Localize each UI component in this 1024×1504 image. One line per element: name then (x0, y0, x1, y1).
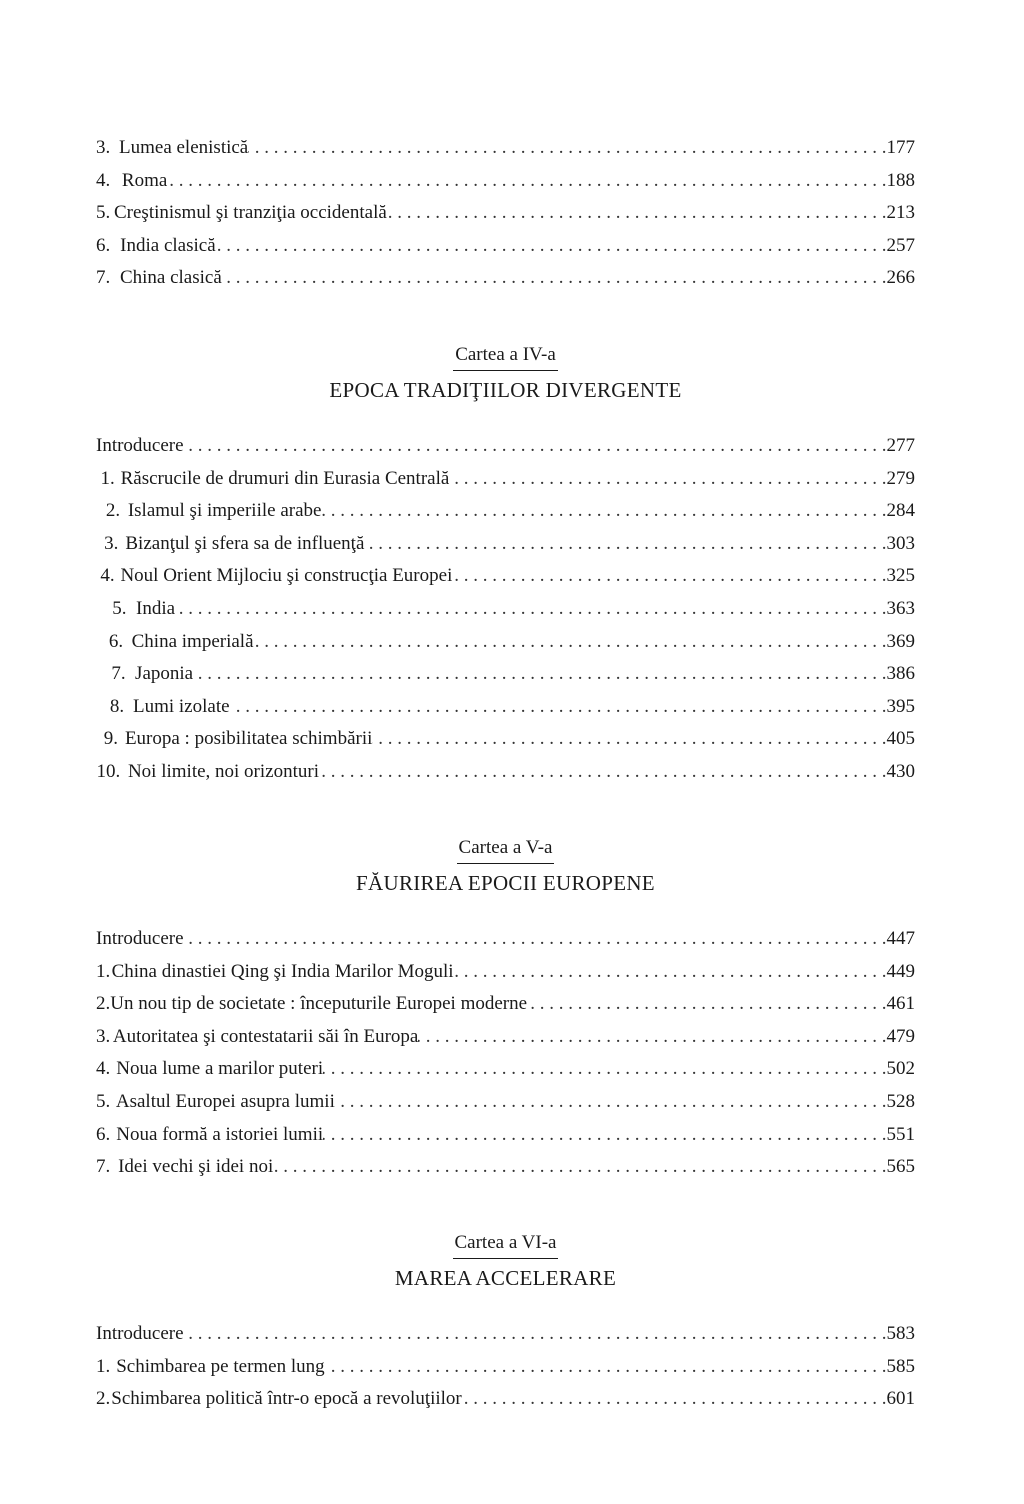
entry-page: 528 (886, 1090, 915, 1112)
entry-number: 6. (108, 630, 124, 652)
dot-leader (462, 1383, 887, 1416)
entry-number: 2. (105, 500, 121, 522)
entry-page: 266 (886, 267, 915, 289)
book-number: Cartea a IV-a (453, 342, 558, 371)
entry-page: 447 (886, 928, 915, 949)
dot-leader (184, 1318, 887, 1351)
dot-leader (184, 923, 887, 956)
dot-leader (452, 560, 886, 593)
dot-leader (372, 723, 886, 756)
toc-entry[interactable] (96, 626, 915, 659)
entry-page: 449 (886, 960, 915, 982)
dot-leader (454, 956, 887, 989)
entry-title: Asaltul Europei asupra lumii (115, 1090, 335, 1112)
entry-number: 7. (96, 1156, 111, 1178)
entry-page: 479 (886, 1025, 915, 1047)
dot-leader (323, 1053, 886, 1086)
entry-number: 6. (96, 234, 111, 256)
entry-number: 7. (111, 663, 126, 685)
entry-page: 213 (886, 202, 915, 224)
toc-entries (96, 1318, 915, 1416)
dot-leader (418, 1021, 886, 1054)
entry-number: 3. (104, 532, 119, 554)
entry-title: Răscrucile de drumuri din Eurasia Centrală (120, 467, 450, 489)
toc-entry[interactable] (96, 1151, 915, 1184)
dot-leader (325, 1351, 887, 1384)
toc-entry[interactable] (96, 430, 915, 463)
entry-number: 5. (112, 597, 127, 619)
dot-leader (167, 165, 886, 198)
entry-page: 279 (886, 467, 915, 489)
book-label (96, 835, 915, 864)
book-heading (96, 1230, 915, 1293)
book-heading (96, 835, 915, 898)
book-number: Cartea a VI-a (453, 1230, 559, 1259)
dot-leader (184, 430, 887, 463)
entry-page: 551 (886, 1123, 915, 1145)
entry-page: 325 (886, 565, 915, 587)
dot-leader (387, 197, 887, 230)
toc-entry[interactable] (96, 132, 915, 165)
entry-number: 4. (96, 169, 111, 191)
entry-title: Noul Orient Mijlociu şi construcţia Europei (120, 565, 453, 587)
entry-page: 405 (886, 728, 915, 750)
entry-number: 9. (103, 728, 118, 750)
entry-title: Bizanţul şi sfera sa de influenţă (125, 532, 365, 554)
toc-entries (96, 430, 915, 789)
entry-page: 430 (886, 760, 915, 782)
entry-page: 303 (886, 532, 915, 554)
entry-number: 1. (100, 467, 115, 489)
entry-page: 284 (886, 500, 915, 522)
toc-entry[interactable] (96, 165, 915, 198)
entry-number: 2. (96, 1388, 111, 1410)
dot-leader (321, 495, 886, 528)
dot-leader (323, 1119, 886, 1152)
entry-page: 386 (886, 663, 916, 685)
toc-entry[interactable] (96, 1119, 915, 1152)
entry-title: Lumi izolate (132, 695, 230, 717)
toc-entry[interactable] (96, 1318, 915, 1351)
entry-number: 10. (96, 760, 121, 782)
dot-leader (254, 626, 887, 659)
dot-leader (222, 262, 887, 295)
entry-page: 177 (886, 137, 915, 158)
dot-leader (449, 463, 886, 496)
entry-title: China dinastiei Qing şi India Marilor Moguli (111, 960, 454, 982)
entry-title: China imperială (131, 630, 254, 652)
toc-entry[interactable] (96, 723, 915, 756)
entry-title: Un nou tip de societate : începuturile Europei moderne (110, 993, 528, 1015)
entry-page: 277 (886, 435, 915, 456)
toc-entry[interactable] (96, 1053, 915, 1086)
toc-entry[interactable] (96, 230, 915, 263)
dot-leader (216, 230, 887, 263)
entry-title: India (136, 597, 176, 619)
entry-page: 257 (886, 234, 915, 256)
book-label (96, 342, 915, 371)
book-title: MAREA ACCELERARE (394, 1266, 617, 1290)
toc-entries (96, 132, 915, 295)
toc-entry[interactable] (96, 923, 915, 956)
entry-number: 6. (96, 1123, 111, 1145)
entry-title: Noi limite, noi orizonturi (127, 760, 319, 782)
entry-title: Autoritatea şi contestatarii săi în Europa (112, 1025, 419, 1047)
entry-page: 583 (886, 1323, 915, 1344)
dot-leader (364, 528, 886, 561)
entry-title: Creştinismul şi tranziţia occidentală (114, 202, 387, 224)
book-title: FĂURIREA EPOCII EUROPENE (356, 871, 655, 895)
dot-leader (335, 1086, 887, 1119)
entry-page: 461 (886, 993, 915, 1015)
toc-entry[interactable] (96, 956, 915, 989)
dot-leader (319, 756, 887, 789)
dot-leader (273, 1151, 886, 1184)
entry-title: Roma (121, 169, 168, 191)
entry-number: 2. (96, 993, 111, 1015)
dot-leader (527, 988, 886, 1021)
dot-leader (175, 593, 886, 626)
toc-entry[interactable] (96, 495, 915, 528)
entry-number: 5. (96, 1090, 111, 1112)
entry-title: Japonia (135, 663, 194, 685)
entry-number: 3. (96, 137, 111, 158)
toc-entry[interactable] (96, 528, 915, 561)
toc-entry[interactable] (96, 658, 915, 691)
entry-title: Idei vechi şi idei noi (118, 1156, 274, 1178)
entry-number: 5. (96, 202, 111, 224)
entry-title: Lumea elenistică (119, 137, 249, 158)
entry-title: Europa : posibilitatea schimbării (124, 728, 373, 750)
entry-title: India clasică (120, 234, 216, 256)
entry-title: Introducere (96, 928, 184, 949)
toc-entry[interactable] (96, 1351, 915, 1384)
toc-entry[interactable] (96, 593, 915, 626)
entry-page: 502 (886, 1058, 915, 1080)
toc-entry[interactable] (96, 262, 915, 295)
entry-page: 363 (886, 597, 915, 619)
toc-entry[interactable] (96, 1383, 915, 1416)
entry-number: 7. (96, 267, 111, 289)
toc-entry[interactable] (96, 197, 915, 230)
book-title: EPOCA TRADIŢIILOR DIVERGENTE (329, 378, 682, 402)
toc-entry[interactable] (96, 463, 915, 496)
entry-number: 8. (109, 695, 125, 717)
toc-entry[interactable] (96, 560, 915, 593)
dot-leader (248, 132, 886, 165)
toc-entry[interactable] (96, 691, 915, 724)
entry-title: Islamul şi imperiile arabe (127, 500, 322, 522)
toc-entry[interactable] (96, 1021, 915, 1054)
toc-entry[interactable] (96, 756, 915, 789)
toc-entry[interactable] (96, 988, 915, 1021)
entry-title: Schimbarea politică într-o epocă a revoluţiilor (111, 1388, 462, 1410)
book-label (96, 1230, 915, 1259)
entry-page: 188 (886, 169, 915, 191)
entry-page: 369 (886, 630, 915, 652)
entry-number: 3. (96, 1025, 111, 1047)
entry-page: 601 (886, 1388, 915, 1410)
entry-title: Noua formă a istoriei lumii (116, 1123, 324, 1145)
entry-page: 395 (886, 695, 915, 717)
entry-number: 4. (100, 565, 115, 587)
toc-entries (96, 923, 915, 1184)
entry-page: 585 (886, 1355, 915, 1377)
entry-title: Introducere (96, 1323, 184, 1344)
entry-title: Introducere (96, 435, 184, 456)
dot-leader (193, 658, 886, 691)
book-number: Cartea a V-a (457, 835, 555, 864)
entry-title: China clasică (119, 267, 222, 289)
entry-number: 1. (96, 960, 111, 982)
entry-number: 4. (96, 1058, 111, 1080)
entry-number: 1. (96, 1355, 111, 1377)
entry-title: Noua lume a marilor puteri (116, 1058, 324, 1080)
book-heading (96, 342, 915, 405)
entry-title: Schimbarea pe termen lung (116, 1355, 325, 1377)
dot-leader (230, 691, 887, 724)
entry-page: 565 (886, 1156, 915, 1178)
toc-entry[interactable] (96, 1086, 915, 1119)
